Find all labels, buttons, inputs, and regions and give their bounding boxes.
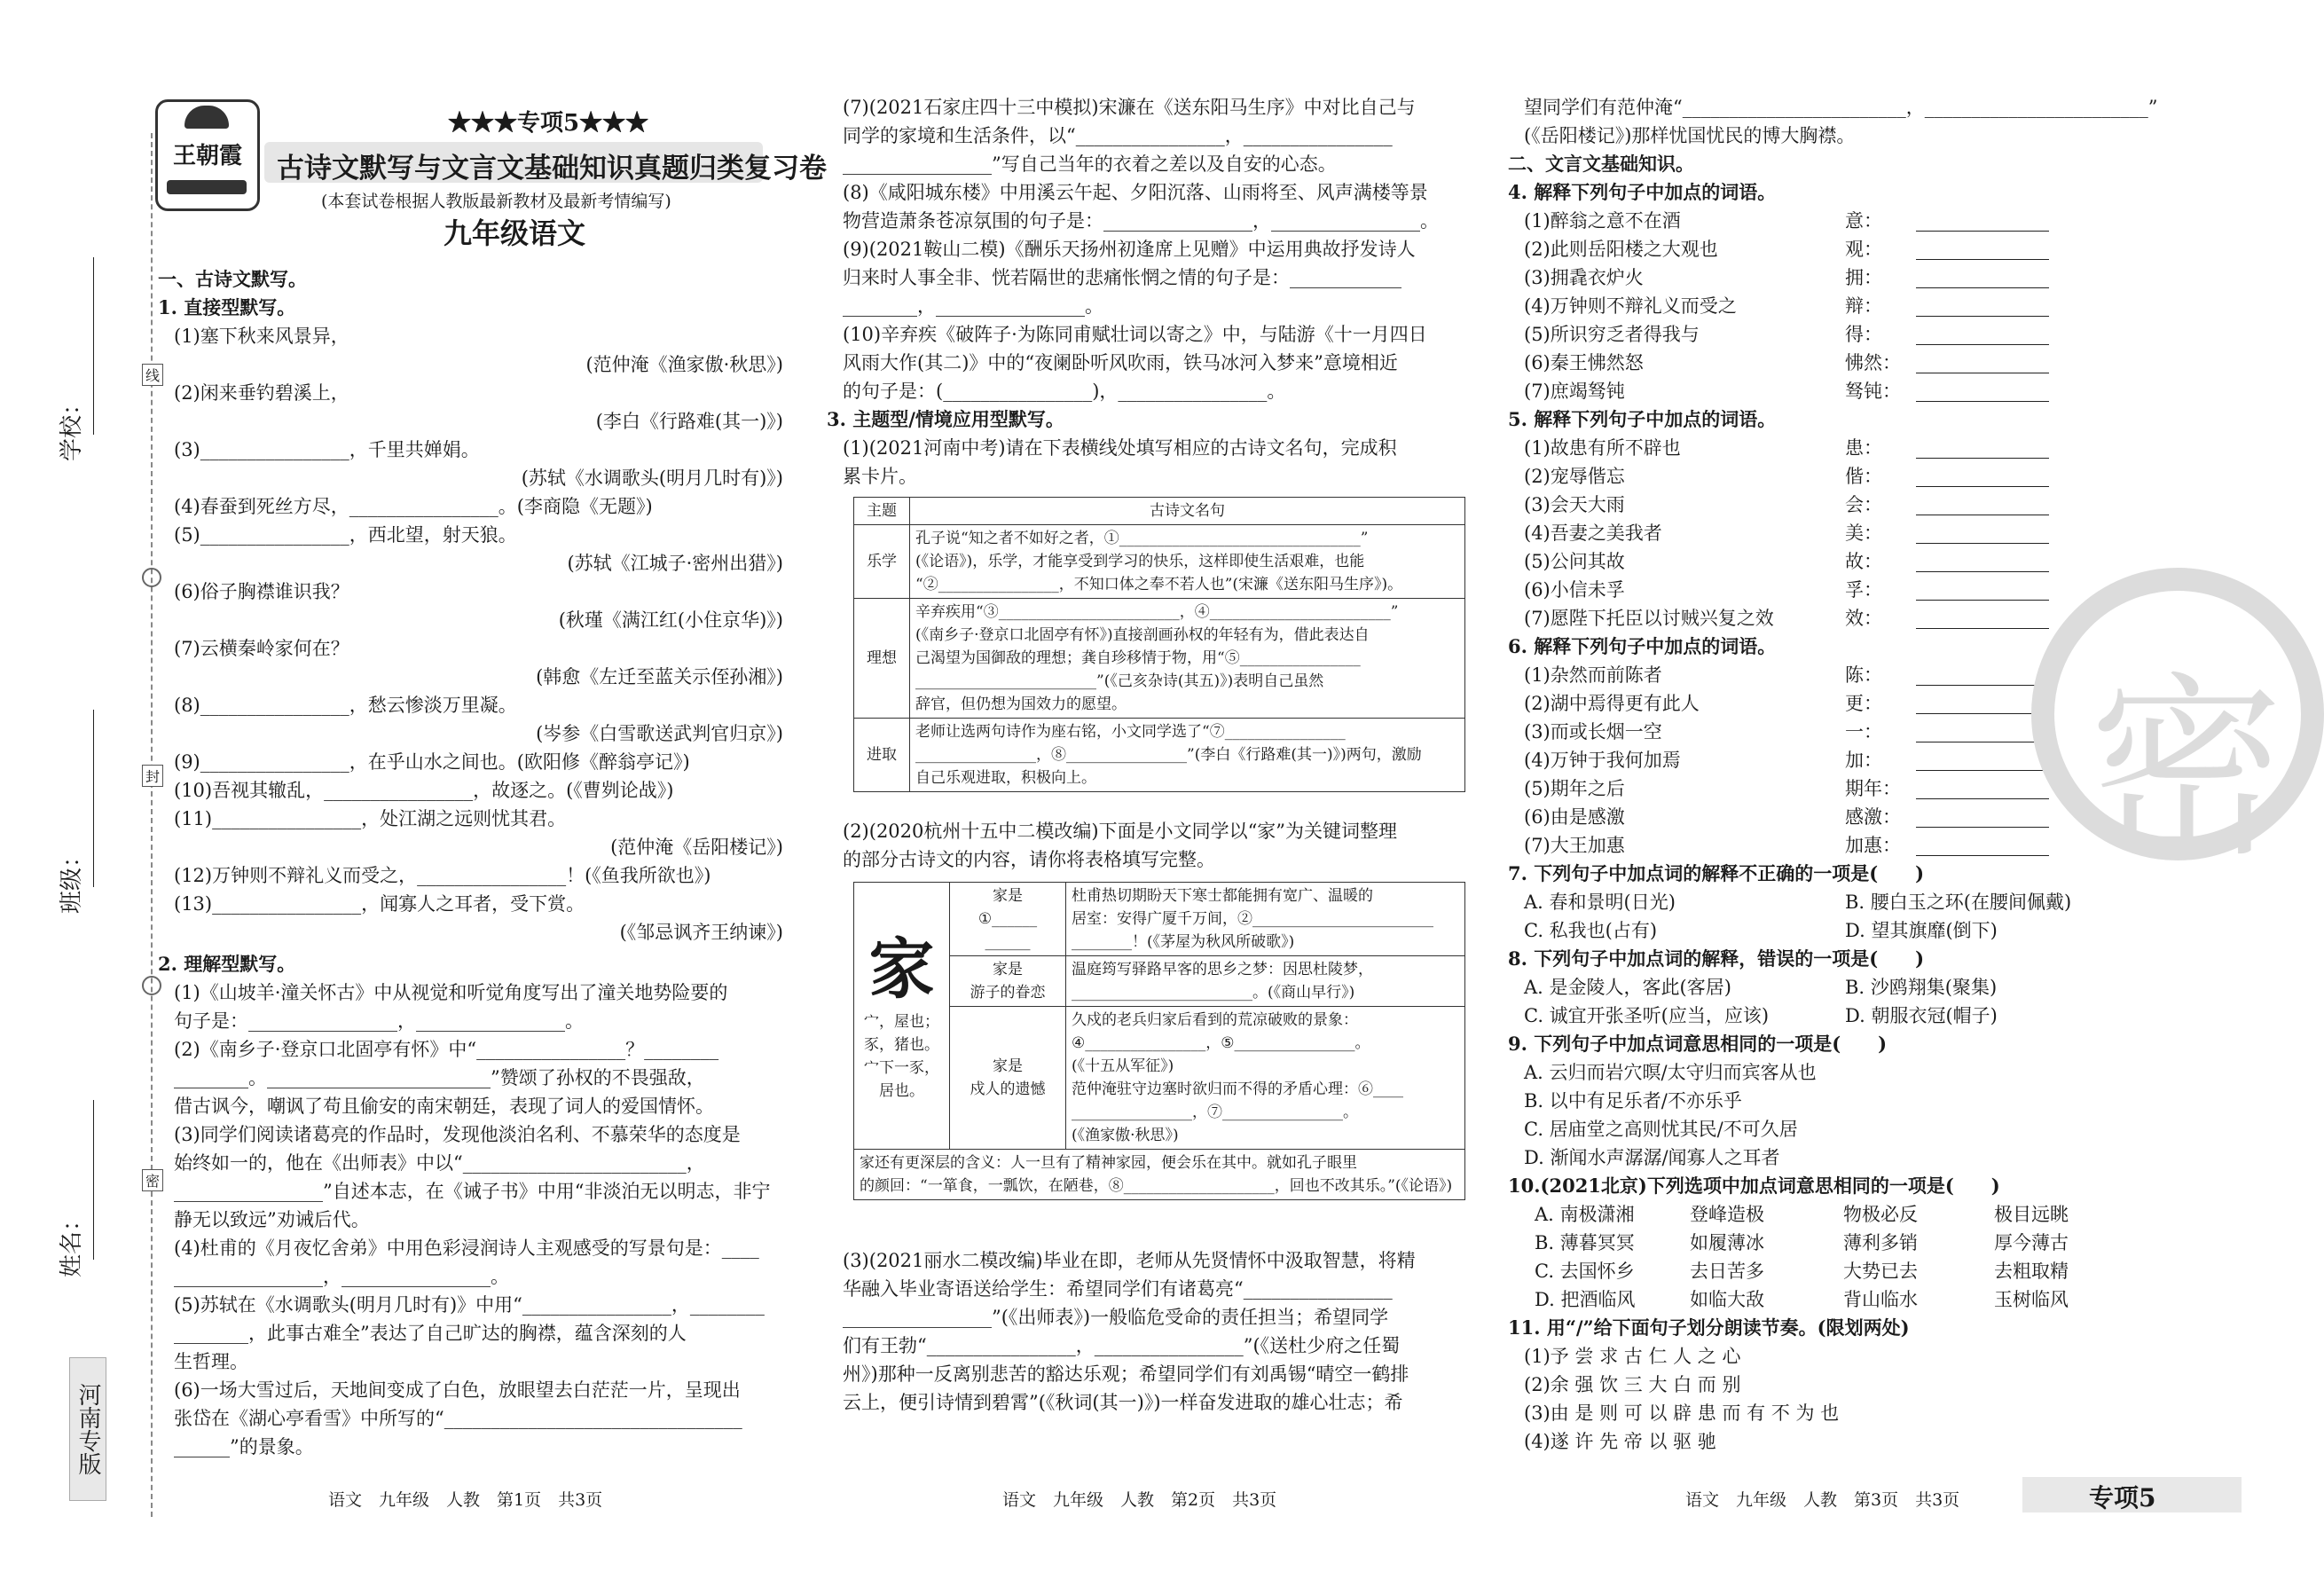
source-citation: (《邹忌讽齐王纳谏》) xyxy=(619,922,783,943)
vocab-sentence: (5)所识穷乏者得我与 xyxy=(1524,324,1700,345)
vocab-label: 拥： xyxy=(1845,267,1882,288)
question-line: ________________”(《出师表》)一般临危受命的责任担当；希望同学 xyxy=(843,1307,1389,1328)
answer-blank[interactable] xyxy=(1916,798,2049,799)
vocab-sentence: (6)秦王怫然怒 xyxy=(1524,352,1644,373)
answer-blank[interactable] xyxy=(1916,770,2049,771)
question-title: 11. 用“/”给下面句子划分朗读节奏。(限划两处) xyxy=(1508,1316,1910,1339)
question-title: 10.(2021北京)下列选项中加点词意思相同的一项是( ) xyxy=(1508,1175,2000,1197)
vocab-label: 加惠： xyxy=(1845,835,1901,856)
question-line: 始终如一的，他在《出师表》中以“________________________， xyxy=(174,1152,705,1174)
question-line: 物营造萧条苍凉氛围的句子是：________________，________________。 xyxy=(843,210,1439,232)
question-line: 云上，便引诗情到碧霄”(《秋词(其一)》)一样奋发进取的雄心壮志；希 xyxy=(843,1392,1403,1413)
question-line: ________。________________________”赞颂了孙权的不畏强敌， xyxy=(174,1067,705,1088)
option-item: 如履薄冰 xyxy=(1690,1232,1764,1253)
content-line: ________________________”(《己亥杂诗(其五)》)表明自己虽然 xyxy=(915,672,1324,690)
table-row xyxy=(854,525,1465,599)
vocab-label: 故： xyxy=(1845,551,1882,572)
question-line: ______”的景象。 xyxy=(174,1436,314,1457)
question-line: 们有王勃“________________，________________”(《送杜少府之任蜀 xyxy=(843,1335,1401,1356)
binding-tag-feng: 封 xyxy=(142,765,163,787)
question-title: 1. 直接型默写。 xyxy=(158,296,296,318)
option-item: 极目远眺 xyxy=(1994,1204,2069,1225)
content-line: ________________，⑦________________。 xyxy=(1072,1104,1358,1121)
label-line: 家是 xyxy=(993,1057,1023,1075)
answer-blank[interactable] xyxy=(1916,685,2049,686)
option-item: C. 私我也(占有) xyxy=(1524,920,1658,941)
gloss-line: 居也。 xyxy=(879,1082,924,1100)
source-citation: (李白《行路难(其一)》) xyxy=(595,411,783,432)
option-item: 去日苦多 xyxy=(1690,1261,1764,1282)
option-item: D. 把酒临风 xyxy=(1535,1289,1636,1310)
region-text: 河南专版 xyxy=(75,1383,101,1475)
option-item: C. 去国怀乡 xyxy=(1535,1261,1635,1282)
source-citation: (苏轼《江城子·密州出猎》) xyxy=(567,553,783,574)
binding-tag-mi: 密 xyxy=(142,1169,163,1191)
vocab-sentence: (1)故患有所不辟也 xyxy=(1524,437,1681,459)
logo-icon xyxy=(155,99,260,211)
content-line: 自己乐观进取，积极向上。 xyxy=(915,769,1096,787)
question-line: 张岱在《湖心亭看雪》中所写的“________________________________ xyxy=(174,1408,742,1429)
question-line: (5)苏轼在《水调歌头(明月几时有)》中用“________________，________ xyxy=(174,1294,765,1316)
vocab-sentence: (3)而或长烟一空 xyxy=(1524,721,1662,742)
source-citation: (苏轼《水调歌头(明月几时有)》) xyxy=(521,467,783,489)
vocab-label: 辩： xyxy=(1845,295,1882,317)
school-label: 学校： xyxy=(59,391,85,461)
content-line: (《论语》)，乐学，才能享受到学习的快乐，这样即使生活艰难，也能 xyxy=(915,553,1365,570)
gloss-line: 宀，屋也； xyxy=(864,1013,939,1031)
vocab-sentence: (2)湖中焉得更有此人 xyxy=(1524,693,1700,714)
grade-subject: 九年级语文 xyxy=(444,216,586,250)
question-title: 5. 解释下列句子中加点的词语。 xyxy=(1508,408,1777,430)
label-line: 游子的眷恋 xyxy=(970,984,1046,1002)
question-item: (3)________________，千里共婵娟。 xyxy=(174,439,480,460)
vocab-sentence: (2)此则岳阳楼之大观也 xyxy=(1524,239,1718,260)
question-line: ________，________________。 xyxy=(843,295,1103,317)
source-citation: (岑参《白雪歌送武判官归京》) xyxy=(536,723,783,744)
content-line: 久戍的老兵归家后看到的荒凉破败的景象： xyxy=(1072,1011,1358,1029)
vocab-label: 意： xyxy=(1845,210,1882,232)
table-row xyxy=(854,883,1465,956)
question-item: (12)万钟则不辩礼义而受之，________________！(《鱼我所欲也》) xyxy=(174,865,711,886)
content-line: 家还有更深层的含义：人一旦有了精神家园，便会乐在其中。就如孔子眼里 xyxy=(860,1154,1357,1172)
label-line: 家是 xyxy=(993,887,1023,905)
answer-blank[interactable] xyxy=(1916,827,2049,828)
answer-blank[interactable] xyxy=(1916,628,2049,629)
vocab-sentence: (4)万钟于我何加焉 xyxy=(1524,750,1681,771)
question-line: (8)《咸阳城东楼》中用溪云午起、夕阳沉落、山雨将至、风声满楼等景 xyxy=(843,182,1428,203)
content-cell xyxy=(910,719,1465,792)
vocab-label: 一： xyxy=(1845,721,1882,742)
option-item: A. 春和景明(日光) xyxy=(1524,892,1676,913)
table-header-cell: 古诗文名句 xyxy=(910,498,1465,525)
vocab-sentence: (2)宠辱偕忘 xyxy=(1524,466,1625,487)
question-line: (7)(2021石家庄四十三中模拟)宋濂在《送东阳马生序》中对比自己与 xyxy=(843,97,1416,118)
vocab-label: 孚： xyxy=(1845,579,1882,601)
question-line: (《岳阳楼记》)那样忧国忧民的博大胸襟。 xyxy=(1524,125,1856,146)
content-line: 范仲淹驻守边塞时欲归而不得的矛盾心理：⑥____ xyxy=(1072,1080,1403,1098)
vocab-sentence: (3)拥毳衣炉火 xyxy=(1524,267,1644,288)
question-title: 8. 下列句子中加点词的解释，错误的一项是( ) xyxy=(1508,947,1925,970)
binding-hole-icon xyxy=(142,976,161,995)
vocab-label: 得： xyxy=(1845,324,1882,345)
content-cell xyxy=(1066,1007,1465,1150)
option-item: B. 腰白玉之环(在腰间佩戴) xyxy=(1845,892,2072,913)
vocab-label: 效： xyxy=(1845,608,1882,629)
vocab-sentence: (1)醉翁之意不在酒 xyxy=(1524,210,1681,232)
vocab-sentence: (4)吾妻之美我者 xyxy=(1524,522,1662,544)
option-item: 大势已去 xyxy=(1843,1261,1918,1282)
question-line: (3)由 是 则 可 以 辟 患 而 有 不 为 也 xyxy=(1524,1402,1840,1424)
label-line: ①______ xyxy=(977,910,1038,928)
content-line: 居室：安得广厦千万间，②________________________ xyxy=(1072,910,1433,928)
option-item: 如临大敌 xyxy=(1690,1289,1764,1310)
question-item: (13)________________，闻寡人之耳者，受下赏。 xyxy=(174,893,585,915)
option-item: 登峰造极 xyxy=(1690,1204,1764,1225)
question-title: 6. 解释下列句子中加点的词语。 xyxy=(1508,635,1777,657)
question-line: (3)同学们阅读诸葛亮的作品时，发现他淡泊名利、不慕荣华的态度是 xyxy=(174,1124,741,1145)
question-line: (4)遂 许 先 帝 以 驱 驰 xyxy=(1524,1431,1716,1452)
question-line: 的句子是：(________________)，________________。 xyxy=(843,381,1286,402)
answer-blank[interactable] xyxy=(1916,401,2049,402)
content-line: 杜甫热切期盼天下寒士都能拥有宽广、温暖的 xyxy=(1072,887,1373,905)
table-header-row xyxy=(854,498,1465,525)
theme-cell: 乐学 xyxy=(854,525,910,599)
class-label: 班级： xyxy=(59,844,85,914)
question-item: (5)________________，西北望，射天狼。 xyxy=(174,524,517,546)
vocab-label: 观： xyxy=(1845,239,1882,260)
vocab-label: 更： xyxy=(1845,693,1882,714)
vocab-sentence: (5)公问其故 xyxy=(1524,551,1625,572)
table-row xyxy=(854,719,1465,792)
name-field[interactable] xyxy=(93,1100,94,1260)
corner-tag-text: 专项5 xyxy=(2089,1483,2156,1512)
answer-blank[interactable] xyxy=(1916,287,2049,288)
question-title: 3. 主题型/情境应用型默写。 xyxy=(827,408,1064,430)
question-line: (2)余 强 饮 三 大 白 而 别 xyxy=(1524,1374,1741,1395)
vocab-label: 怫然： xyxy=(1845,352,1901,373)
option-item: 背山临水 xyxy=(1843,1289,1918,1310)
question-line: 生哲理。 xyxy=(174,1351,248,1372)
question-line: 望同学们有范仲淹“________________________，________________________” xyxy=(1524,97,2158,118)
page-subtitle: (本套试卷根据人教版最新教材及最新考情编写) xyxy=(321,192,671,211)
question-line: (1)(2021河南中考)请在下表横线处填写相应的古诗文名句，完成积 xyxy=(843,437,1397,459)
question-title: 4. 解释下列句子中加点的词语。 xyxy=(1508,181,1777,203)
vocab-label: 陈： xyxy=(1845,664,1882,686)
vocab-sentence: (7)愿陛下托臣以讨贼兴复之效 xyxy=(1524,608,1774,629)
content-line: 老师让选两句诗作为座右铭，小文同学选了“⑦________________ xyxy=(915,723,1346,741)
question-item: (9)________________，在乎山水之间也。(欧阳修《醉翁亭记》) xyxy=(174,751,690,773)
option-item: A. 是金陵人，客此(客居) xyxy=(1524,977,1731,998)
option-item: C. 诚宜开张圣听(应当，应该) xyxy=(1524,1005,1770,1026)
logo-text: 王朝霞 xyxy=(172,143,242,169)
vocab-label: 加： xyxy=(1845,750,1882,771)
label-line: ______ xyxy=(985,933,1031,951)
label-cell xyxy=(950,956,1066,1007)
content-line: ________________，⑧________________”(李白《行路难(其一)》)两句，激励 xyxy=(915,746,1422,764)
content-line: ________________________。(《商山早行》) xyxy=(1072,984,1355,1002)
binding-dashed-line xyxy=(151,133,153,1517)
class-field[interactable] xyxy=(93,710,94,887)
footer-cell xyxy=(854,1150,1465,1200)
answer-blank[interactable] xyxy=(1916,458,2049,459)
question-line: 风雨大作(其二)》中的“夜阑卧听风吹雨，铁马冰河入梦来”意境相近 xyxy=(843,352,1398,373)
answer-blank[interactable] xyxy=(1916,600,2049,601)
question-line: (1)《山坡羊·潼关怀古》中从视觉和听觉角度写出了潼关地势险要的 xyxy=(174,982,728,1003)
content-line: (《南乡子·登京口北固亭有怀》)直接剖画孙权的年轻有为，借此表达自 xyxy=(915,626,1370,644)
answer-blank[interactable] xyxy=(1916,259,2049,260)
binding-tag-xian: 线 xyxy=(142,364,163,386)
theme-cell: 理想 xyxy=(854,599,910,719)
content-line: (《渔家傲·秋思》) xyxy=(1072,1127,1179,1144)
question-line: 归来时人事全非、恍若隔世的悲痛怅惘之情的句子是：____________ xyxy=(843,267,1401,288)
vocab-label: 期年： xyxy=(1845,778,1901,799)
option-item: C. 居庙堂之高则忧其民/不可久居 xyxy=(1524,1119,1798,1140)
gloss-line: 豕，猪也。 xyxy=(864,1036,939,1054)
question-item: (2)闲来垂钓碧溪上， xyxy=(174,382,349,404)
option-item: D. 望其旗靡(倒下) xyxy=(1845,920,1998,941)
page-1-footer: 语文 九年级 人教 第1页 共3页 xyxy=(328,1490,603,1510)
option-item: 去粗取精 xyxy=(1994,1261,2069,1282)
question-title: 7. 下列句子中加点词的解释不正确的一项是( ) xyxy=(1508,862,1925,884)
big-character: 家 xyxy=(868,931,935,1008)
vocab-label: 会： xyxy=(1845,494,1882,515)
region-badge xyxy=(69,1357,106,1501)
name-label: 姓名： xyxy=(59,1207,85,1277)
content-line: 辞官，但仍想为国效力的愿望。 xyxy=(915,695,1127,713)
gloss-line: 宀下一豕， xyxy=(864,1059,939,1077)
question-line: 累卡片。 xyxy=(843,466,917,487)
question-line: 同学的家境和生活条件，以“________________，________________ xyxy=(843,125,1393,146)
vocab-sentence: (4)万钟则不辩礼义而受之 xyxy=(1524,295,1737,317)
question-line: 华融入毕业寄语送给学生：希望同学们有诸葛亮“________________ xyxy=(843,1278,1393,1300)
question-item: (11)________________，处江湖之远则忧其君。 xyxy=(174,808,567,829)
vocab-sentence: (6)小信未孚 xyxy=(1524,579,1625,601)
table-row xyxy=(854,1150,1465,1200)
question-item: (8)________________，愁云惨淡万里凝。 xyxy=(174,695,517,716)
option-item: D. 渐闻水声潺潺/闻寡人之耳者 xyxy=(1524,1147,1780,1168)
vocab-sentence: (7)大王加惠 xyxy=(1524,835,1625,856)
source-citation: (秋瑾《满江红(小住京华)》) xyxy=(558,609,783,631)
vocab-sentence: (6)由是感激 xyxy=(1524,806,1625,828)
page-title: 古诗文默写与文言文基础知识真题归类复习卷 xyxy=(277,153,827,185)
answer-blank[interactable] xyxy=(1916,713,2049,714)
page-3-footer: 语文 九年级 人教 第3页 共3页 xyxy=(1685,1490,1960,1510)
content-line: (《十五从军征》) xyxy=(1072,1057,1174,1075)
answer-blank[interactable] xyxy=(1916,543,2049,544)
answer-blank[interactable] xyxy=(1916,486,2049,487)
option-item: A. 南极潇湘 xyxy=(1535,1204,1635,1225)
answer-blank[interactable] xyxy=(1916,344,2049,345)
option-item: B. 沙鸥翔集(聚集) xyxy=(1845,977,1998,998)
theme-cell: 进取 xyxy=(854,719,910,792)
option-item: 厚今薄古 xyxy=(1994,1232,2069,1253)
answer-blank[interactable] xyxy=(1916,231,2049,232)
question-line: 州》)那种一反离别悲苦的豁达乐观；希望同学们有刘禹锡“晴空一鹤排 xyxy=(843,1363,1409,1385)
question-title: 9. 下列句子中加点词意思相同的一项是( ) xyxy=(1508,1033,1888,1055)
vocab-label: 患： xyxy=(1845,437,1882,459)
vocab-label: 感激： xyxy=(1845,806,1901,828)
vocab-label: 偕： xyxy=(1845,466,1882,487)
answer-blank[interactable] xyxy=(1916,316,2049,317)
question-line: (4)杜甫的《月夜忆舍弟》中用色彩浸润诗人主观感受的写景句是：____ xyxy=(174,1237,759,1259)
table-row xyxy=(854,599,1465,719)
vocab-sentence: (5)期年之后 xyxy=(1524,778,1625,799)
question-item: (4)春蚕到死丝方尽，________________。(李商隐《无题》) xyxy=(174,496,653,517)
question-line: (6)一场大雪过后，天地间变成了白色，放眼望去白茫茫一片，呈现出 xyxy=(174,1379,741,1401)
home-theme-table xyxy=(853,882,1465,1200)
content-cell xyxy=(1066,956,1465,1007)
label-cell xyxy=(950,1007,1066,1150)
badge: ★★★专项5★★★ xyxy=(448,110,649,137)
option-item: 薄利多销 xyxy=(1843,1232,1918,1253)
label-line: 戍人的遗憾 xyxy=(970,1080,1046,1098)
content-line: 孔子说“知之者不如好之者，①________________________________” xyxy=(915,530,1369,547)
question-line: (3)(2021丽水二模改编)毕业在即，老师从先贤情怀中汲取智慧，将精 xyxy=(843,1250,1416,1271)
question-line: (9)(2021鞍山二模)《酬乐天扬州初逢席上见赠》中运用典故抒发诗人 xyxy=(843,239,1416,260)
content-line: ________！(《茅屋为秋风所破歌》) xyxy=(1072,933,1295,951)
option-item: 玉树临风 xyxy=(1994,1289,2069,1310)
content-cell xyxy=(1066,883,1465,956)
source-citation: (范仲淹《渔家傲·秋思》) xyxy=(585,354,783,375)
label-cell xyxy=(950,883,1066,956)
corner-tag xyxy=(2022,1477,2242,1512)
poetry-card-table xyxy=(853,497,1465,792)
content-cell xyxy=(910,525,1465,599)
label-line: 家是 xyxy=(993,961,1023,978)
question-line: 句子是：________________，________________。 xyxy=(174,1010,584,1032)
character-cell xyxy=(854,883,950,1150)
question-item: (10)吾视其辙乱，________________，故逐之。(《曹刿论战》) xyxy=(174,780,674,801)
option-item: A. 云归而岩穴暝/太守归而宾客从也 xyxy=(1524,1062,1817,1083)
content-line: “②________________，不知口体之奉不若人也”(宋濂《送东阳马生序》)。 xyxy=(915,576,1403,593)
section-heading: 一、古诗文默写。 xyxy=(158,269,307,290)
option-item: B. 以中有足乐者/不亦乐乎 xyxy=(1524,1090,1742,1112)
vocab-sentence: (7)庶竭驽钝 xyxy=(1524,381,1625,402)
section-heading: 二、文言文基础知识。 xyxy=(1508,153,1694,175)
vocab-sentence: (1)杂然而前陈者 xyxy=(1524,664,1662,686)
question-line: (2)《南乡子·登京口北固亭有怀》中“________________？________ xyxy=(174,1039,719,1060)
content-line: 己渴望为国御敌的理想；龚自珍移情于物，用“⑤________________ xyxy=(915,649,1361,667)
content-line: 的颜回：“一箪食，一瓢饮，在陋巷，⑧____________________，回也不改其乐。”(《论语》) xyxy=(860,1177,1453,1195)
content-line: ④________________，⑤________________。 xyxy=(1072,1034,1370,1052)
question-line: ________，此事古难全”表达了自己旷达的胸襟，蕴含深刻的人 xyxy=(174,1323,687,1344)
vocab-sentence: (3)会天大雨 xyxy=(1524,494,1625,515)
content-line: 辛弃疾用“③________________________，④________________________” xyxy=(915,603,1399,621)
school-field[interactable] xyxy=(93,257,94,435)
source-citation: (韩愈《左迁至蓝关示侄孙湘》) xyxy=(536,666,783,687)
question-line: (2)(2020杭州十五中二模改编)下面是小文同学以“家”为关键词整理 xyxy=(843,821,1398,842)
question-line: ________________”自述本志，在《诫子书》中用“非淡泊无以明志，非宁 xyxy=(174,1181,771,1202)
content-line: 温庭筠写驿路早客的思乡之梦：因思杜陵梦， xyxy=(1072,961,1373,978)
content-cell xyxy=(910,599,1465,719)
source-citation: (范仲淹《岳阳楼记》) xyxy=(610,837,783,858)
answer-blank[interactable] xyxy=(1916,571,2049,572)
question-line: ________________”写自己当年的衣着之差以及自安的心态。 xyxy=(843,153,1337,175)
option-item: D. 朝服衣冠(帽子) xyxy=(1845,1005,1998,1026)
question-line: 借古讽今，嘲讽了苟且偷安的南宋朝廷，表现了词人的爱国情怀。 xyxy=(174,1096,714,1117)
table-header-cell: 主题 xyxy=(854,498,910,525)
confidential-stamp-glyph: 密 xyxy=(2089,656,2285,883)
question-line: (10)辛弃疾《破阵子·为陈同甫赋壮词以寄之》中，与陆游《十一月四日 xyxy=(843,324,1427,345)
answer-blank[interactable] xyxy=(1916,855,2049,856)
vocab-label: 驽钝： xyxy=(1845,381,1901,402)
option-item: 物极必反 xyxy=(1843,1204,1918,1225)
question-title: 2. 理解型默写。 xyxy=(158,953,296,975)
question-line: ________________，________________。 xyxy=(174,1266,509,1287)
question-item: (7)云横秦岭家何在？ xyxy=(174,638,349,659)
question-line: (1)予 尝 求 古 仁 人 之 心 xyxy=(1524,1346,1741,1367)
question-item: (6)俗子胸襟谁识我？ xyxy=(174,581,349,602)
question-line: 静无以致远”劝诫后代。 xyxy=(174,1209,370,1230)
vocab-label: 美： xyxy=(1845,522,1882,544)
question-line: 的部分古诗文的内容，请你将表格填写完整。 xyxy=(843,849,1215,870)
page-2-footer: 语文 九年级 人教 第2页 共3页 xyxy=(1002,1490,1277,1510)
option-item: B. 薄暮冥冥 xyxy=(1535,1232,1635,1253)
question-item: (1)塞下秋来风景异， xyxy=(174,326,349,347)
